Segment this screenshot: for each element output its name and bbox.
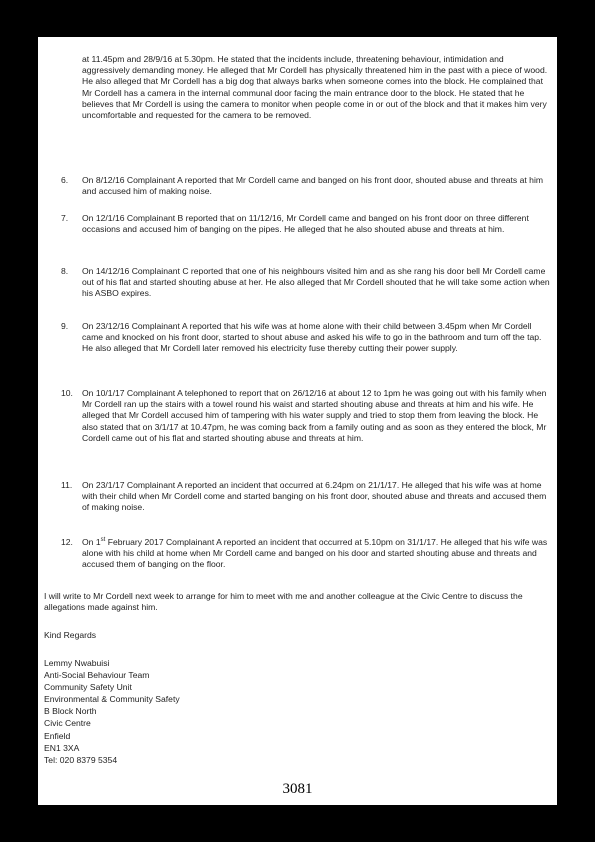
signature-building: Civic Centre: [44, 718, 91, 729]
signature-town: Enfield: [44, 730, 71, 741]
item-text: On 23/1/17 Complainant A reported an incident that occurred at 6.24pm on 21/1/17. He alleged that his wife was at home with their child when Mr Cordell come and started banging on his front door, shouted abuse and threats and accused them of making noise.: [82, 480, 547, 513]
item-number: 8.: [61, 266, 69, 276]
item-number: 11.: [61, 480, 73, 490]
signature-postcode: EN1 3XA: [44, 742, 80, 753]
item-text: On 14/12/16 Complainant C reported that one of his neighbours visited him and as she rang his door bell Mr Cordell came out of his flat and started shouting abuse at her. He also alleged that Mr Cordell shouted that he will take some action when his ASBO expires.: [82, 266, 550, 299]
item-text: On 12/1/16 Complainant B reported that on 11/12/16, Mr Cordell came and banged on his front door on three different occasions and accused him of banging on the pipes. He alleged that he also shouted abuse and threats at him.: [82, 213, 529, 235]
closing-paragraph: I will write to Mr Cordell next week to arrange for him to meet with me and another colleague at the Civic Centre to discuss the allegations made against him.: [44, 591, 523, 613]
item-number: 10.: [61, 388, 73, 398]
item-number: 9.: [61, 321, 69, 331]
item-text: On 10/1/17 Complainant A telephoned to report that on 26/12/16 at about 12 to 1pm he was going out with his family when Mr Cordell ran up the stairs with a towel round his waist and started shouting abuse and threats at him and his wife. He alleged that Mr Cordell accused him of tampering with his water supply and tried to stop them from leaving the block. He also stated that on 3/1/17 at 10.47pm, he was coming back from a family outing and as soon as they entered the block, Mr Cordell came out of his flat and started shouting abuse and threats at him.: [82, 388, 547, 443]
signature-department: Environmental & Community Safety: [44, 694, 180, 705]
signature-block: [44, 658, 344, 767]
item-text: On 23/12/16 Complainant A reported that his wife was at home alone with their child between 3.45pm when Mr Cordell came and knocked on his front door, started to shout abuse and asked his wife to go in the bathroom and turn off the tap. He also alleged that Mr Cordell later removed his electricity fuse thereby cutting their power supply.: [82, 321, 542, 354]
item-text: On 8/12/16 Complainant A reported that Mr Cordell came and banged on his front door, shouted abuse and threats at him and accused him of making noise.: [82, 175, 544, 197]
document-page: [38, 37, 557, 805]
sign-off: Kind Regards: [44, 630, 97, 640]
signature-unit: Community Safety Unit: [44, 682, 132, 693]
signature-phone: Tel: 020 8379 5354: [44, 754, 118, 765]
intro-paragraph: at 11.45pm and 28/9/16 at 5.30pm. He stated that the incidents include, threatening behaviour, intimidation and aggressively demanding money. He alleged that Mr Cordell has physically threatened him in the past with a piece of wood. He also alleged that Mr Cordell has a big dog that always barks when someone comes into the block. He complained that Mr Cordell has a camera in the internal communal door facing the main entrance door to the block. He stated that he believes that Mr Cordell is using the camera to monitor when people come in or out of the block and that it makes him very uncomfortable and requested for the camera to be removed.: [82, 54, 548, 121]
signature-name: Lemmy Nwabuisi: [44, 658, 110, 668]
item-number: 7.: [61, 213, 69, 223]
item-text: On 1st February 2017 Complainant A reported an incident that occurred at 5.10pm on 31/1/17. He alleged that his wife was alone with his child at home when Mr Cordell came and banged on his door and started shouting abuse and threats and accused them of banging on the floor.: [82, 537, 548, 570]
signature-block-name: B Block North: [44, 706, 97, 717]
signature-team: Anti-Social Behaviour Team: [44, 670, 150, 681]
page-number: 3081: [282, 781, 313, 797]
item-number: 6.: [61, 175, 69, 185]
item-number: 12.: [61, 537, 73, 547]
